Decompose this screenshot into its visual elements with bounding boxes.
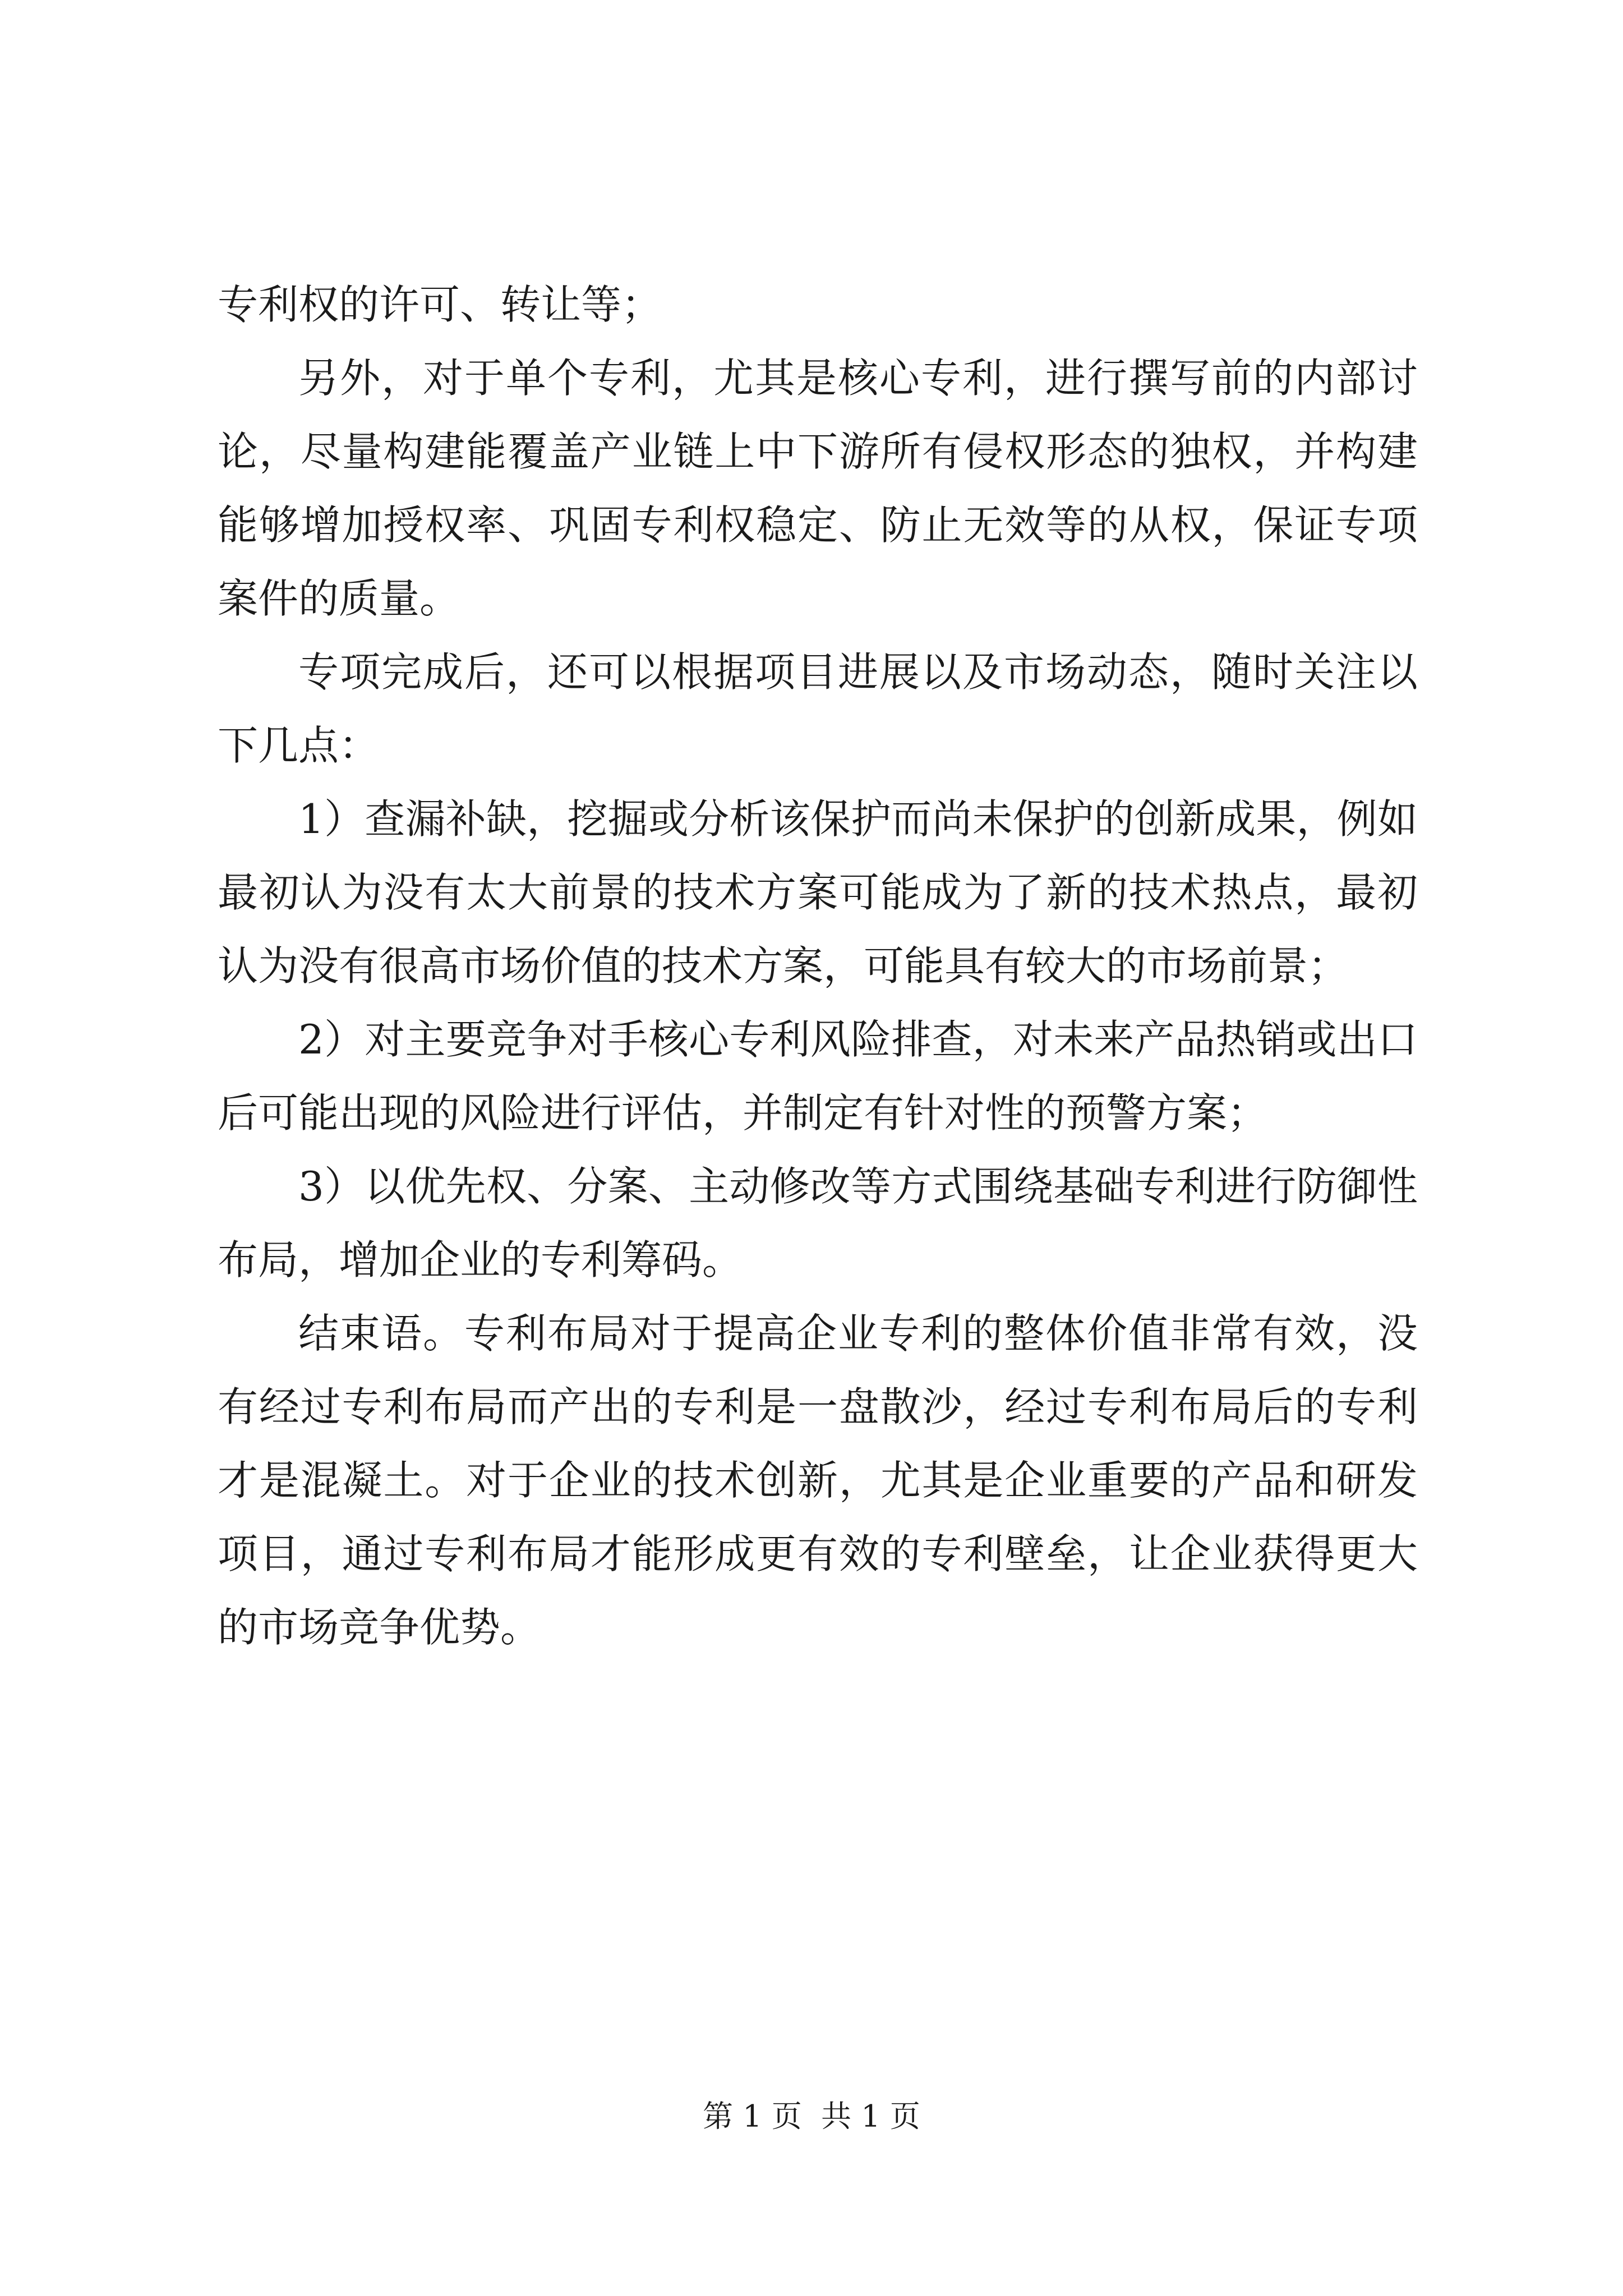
list-item-3: 3）以优先权、分案、主动修改等方式围绕基础专利进行防御性布局，增加企业的专利筹码。	[218, 1163, 1418, 1283]
paragraph-conclusion: 结束语。专利布局对于提高企业专利的整体价值非常有效，没有经过专利布局而产出的专利是一盘散沙，经过专利布局后的专利才是混凝土。对于企业的技术创新，尤其是企业重要的产品和研发项目，通过专利布局才能形成更有效的专利壁垒，让企业获得更大的市场竞争优势。	[218, 1310, 1418, 1651]
list-item-2: 2）对主要竞争对手核心专利风险排查，对未来产品热销或出口后可能出现的风险进行评估，并制定有针对性的预警方案；	[218, 1016, 1418, 1137]
document-body	[218, 268, 1418, 1664]
list-item-1: 1）查漏补缺，挖掘或分析该保护而尚未保护的创新成果，例如最初认为没有太大前景的技术方案可能成为了新的技术热点，最初认为没有很高市场价值的技术方案，可能具有较大的市场前景；	[218, 795, 1418, 990]
page-number-footer: 第 1 页 共 1 页	[703, 2099, 920, 2134]
paragraph-after-completion: 专项完成后，还可以根据项目进展以及市场动态，随时关注以下几点：	[218, 648, 1418, 769]
paragraph-continuation: 专利权的许可、转让等；	[218, 281, 662, 328]
paragraph-core-patent: 另外，对于单个专利，尤其是核心专利，进行撰写前的内部讨论，尽量构建能覆盖产业链上中下游所有侵权形态的独权，并构建能够增加授权率、巩固专利权稳定、防止无效等的从权，保证专项案件的质量。	[218, 355, 1418, 622]
